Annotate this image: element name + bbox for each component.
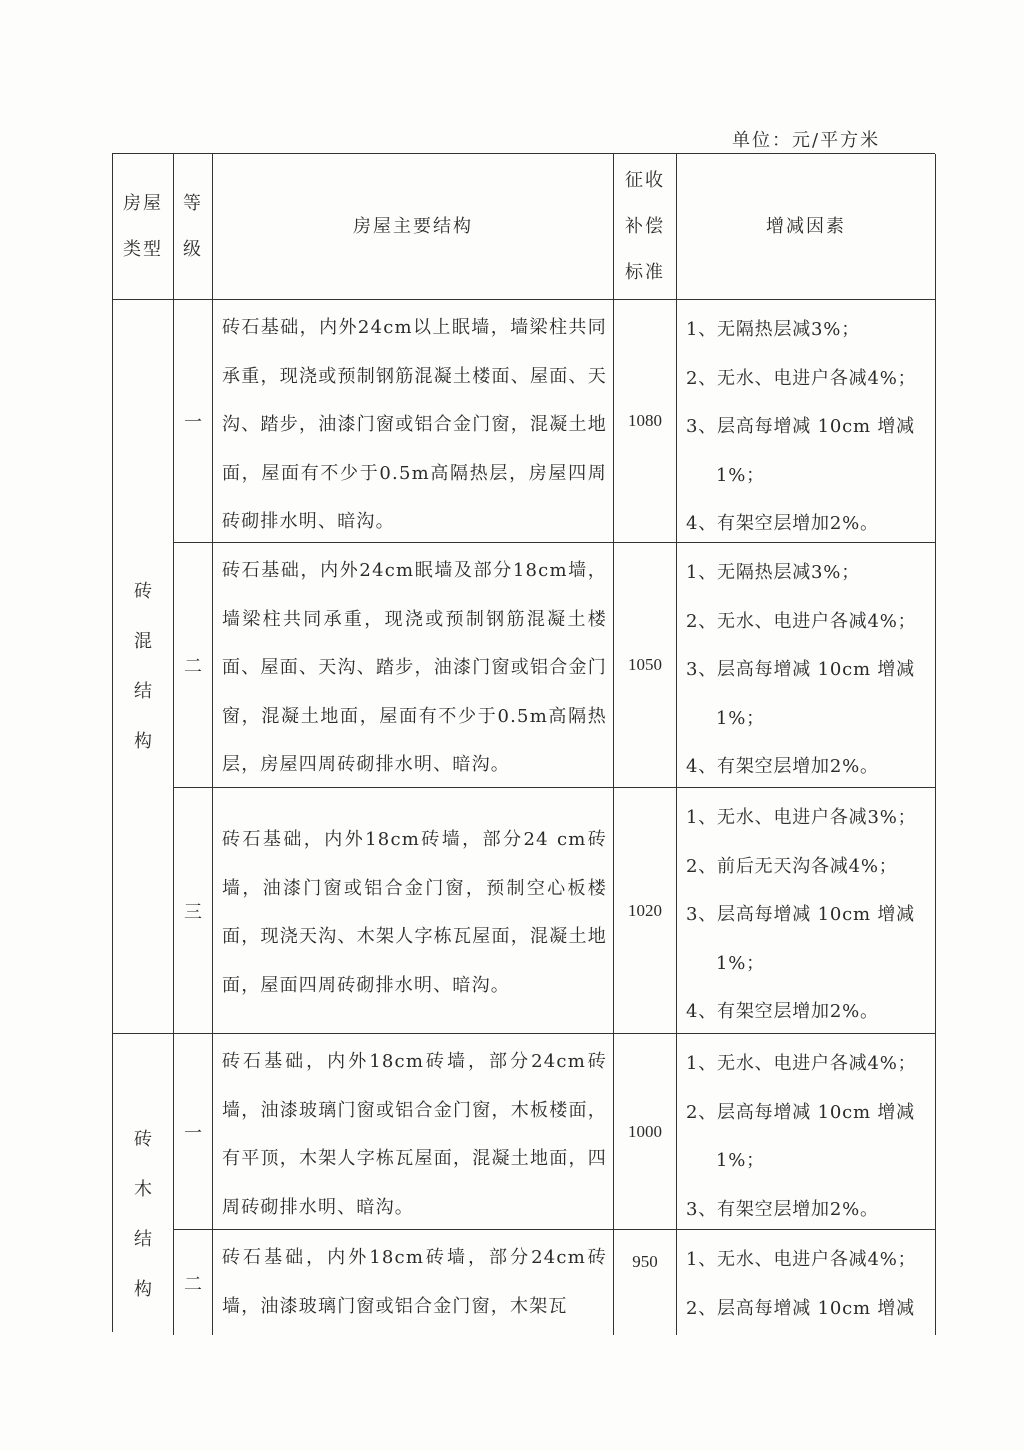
standard-cell: 950 <box>614 1230 677 1335</box>
factor-line: 1、无隔热层减3%； <box>686 562 861 583</box>
header-factors: 增减因素 <box>677 154 936 300</box>
factor-line: 4、有架空层增加2%。 <box>686 513 879 534</box>
factor-line: 1、无水、电进户各减3%； <box>686 807 917 828</box>
factor-line: 1%； <box>716 1150 765 1171</box>
header-type <box>113 154 174 300</box>
factor-line: 2、层高每增减 10cm 增减 <box>686 1297 915 1319</box>
header-structure: 房屋主要结构 <box>213 154 614 300</box>
structure-cell: 砖石基础，内外18cm砖墙，部分24cm砖墙，油漆玻璃门窗或铝合金门窗，木板楼面，有平顶，木架人字栋瓦屋面，混凝土地面，四周砖砌排水明、暗沟。 <box>213 1034 614 1230</box>
factor-line: 1%； <box>716 707 765 729</box>
factor-line: 2、前后无天沟各减4%； <box>686 855 898 877</box>
factors-cell <box>677 300 936 543</box>
factor-line: 3、层高每增减 10cm 增减 <box>686 659 915 680</box>
factor-line: 4、有架空层增加2%。 <box>686 756 879 777</box>
compensation-table <box>112 153 935 1332</box>
standard-cell: 1050 <box>614 543 677 788</box>
header-grade-text: 等级 <box>183 192 203 260</box>
factor-line: 4、有架空层增加2%。 <box>686 1001 879 1022</box>
standard-cell: 1020 <box>614 788 677 1034</box>
standard-cell: 1000 <box>614 1034 677 1230</box>
unit-label: 单位：元/平方米 <box>732 130 881 151</box>
structure-cell: 砖石基础，内外24cm以上眠墙，墙梁柱共同承重，现浇或预制钢筋混凝土楼面、屋面、天沟、踏步，油漆门窗或铝合金门窗，混凝土地面，屋面有不少于0.5m高隔热层，房屋四周砖砌排水明、暗沟。 <box>213 300 614 543</box>
factor-line: 2、无水、电进户各减4%； <box>686 610 917 632</box>
header-standard-text: 征收补偿标准 <box>625 169 665 283</box>
factor-line: 1、无水、电进户各减4%； <box>686 1053 917 1074</box>
grade-cell: 二 <box>174 543 213 788</box>
type-cell-brick-wood <box>113 1034 174 1335</box>
structure-cell: 砖石基础，内外24cm眠墙及部分18cm墙，墙梁柱共同承重，现浇或预制钢筋混凝土楼面、屋面、天沟、踏步，油漆门窗或铝合金门窗，混凝土地面，屋面有不少于0.5m高隔热层，房屋四周砖砌排水明、暗沟。 <box>213 543 614 788</box>
type-cell-brick-concrete <box>113 300 174 1034</box>
header-type-text: 房屋类型 <box>123 192 163 260</box>
factor-line: 2、层高每增减 10cm 增减 <box>686 1101 915 1123</box>
standard-cell: 1080 <box>614 300 677 543</box>
factor-line: 3、有架空层增加2%。 <box>686 1198 879 1220</box>
type-label-text: 砖木结构 <box>134 1128 152 1300</box>
factor-line: 1%； <box>716 464 765 486</box>
factor-line: 1、无水、电进户各减4%； <box>686 1249 917 1270</box>
grade-cell: 二 <box>174 1230 213 1335</box>
grade-cell: 一 <box>174 1034 213 1230</box>
structure-cell: 砖石基础，内外18cm砖墙，部分24cm砖墙，油漆玻璃门窗或铝合金门窗，木架瓦 <box>213 1230 614 1335</box>
grade-cell: 一 <box>174 300 213 543</box>
structure-cell: 砖石基础，内外18cm砖墙，部分24 cm砖墙，油漆门窗或铝合金门窗，预制空心板楼面，现浇天沟、木架人字栋瓦屋面，混凝土地面，屋面四周砖砌排水明、暗沟。 <box>213 788 614 1034</box>
factors-cell <box>677 543 936 788</box>
factor-line: 2、无水、电进户各减4%； <box>686 367 917 389</box>
factor-line: 1%； <box>716 952 765 974</box>
header-grade <box>174 154 213 300</box>
factors-cell <box>677 1034 936 1230</box>
grade-cell: 三 <box>174 788 213 1034</box>
header-standard <box>614 154 677 300</box>
factor-line: 3、层高每增减 10cm 增减 <box>686 416 915 437</box>
factor-line: 3、层高每增减 10cm 增减 <box>686 904 915 925</box>
type-label-text: 砖混结构 <box>134 580 152 752</box>
factor-line: 1、无隔热层减3%； <box>686 319 861 340</box>
factors-cell <box>677 1230 936 1335</box>
factors-cell <box>677 788 936 1034</box>
